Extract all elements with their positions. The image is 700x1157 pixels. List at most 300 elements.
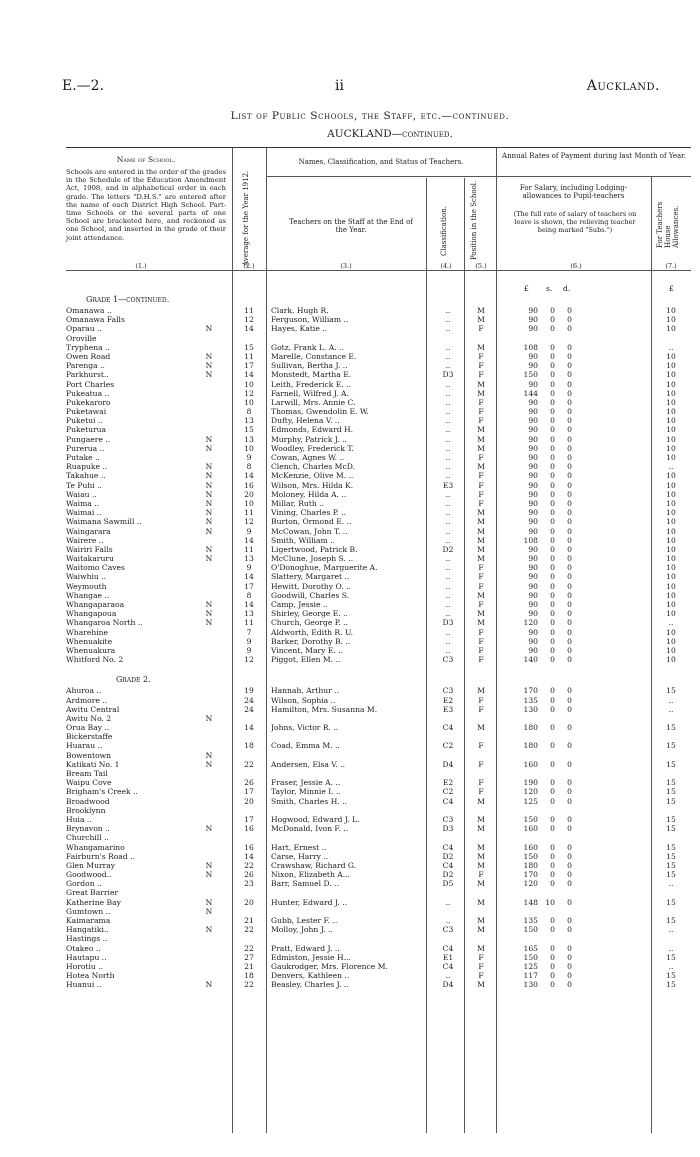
native-marker: N — [205, 489, 213, 499]
teacher-name: Woodley, Frederick T. — [271, 443, 354, 453]
classification: D3 — [442, 824, 454, 834]
salary: 120 0 0 — [523, 879, 572, 889]
school-name: Whangaparaoa — [66, 600, 125, 609]
teacher-name: Nixon, Elizabeth A... — [271, 870, 351, 880]
table-row — [66, 815, 691, 824]
house-allowance: 10 — [666, 306, 676, 315]
average-attendance: 12 — [244, 517, 254, 527]
teacher-name: Wilson, Mrs. Hilda K. — [271, 480, 354, 490]
school-name: Horotiu .. — [66, 961, 104, 971]
house-allowance: 10 — [666, 480, 676, 490]
position: M — [477, 796, 485, 806]
schools-table — [66, 147, 691, 1148]
classification: .. — [445, 916, 451, 925]
table-row — [66, 646, 691, 655]
school-name: Whangae .. — [66, 590, 110, 600]
school-name: Waitomo Caves — [66, 563, 125, 573]
salary: 90 0 0 — [528, 453, 572, 462]
salary: 90 0 0 — [528, 609, 572, 619]
native-marker: N — [205, 554, 213, 564]
teacher-name: Leith, Frederick E. .. — [271, 379, 352, 389]
average-attendance: 22 — [244, 860, 254, 870]
average-attendance: 12 — [244, 655, 254, 665]
average-attendance: 12 — [244, 388, 254, 398]
teacher-name: Gubb, Lester F. .. — [271, 916, 338, 925]
school-name: Awitu No. 2 — [66, 713, 112, 723]
salary: 150 0 0 — [523, 851, 572, 861]
house-allowance: 15 — [666, 778, 676, 788]
average-attendance: 22 — [244, 759, 254, 769]
classification: .. — [445, 498, 451, 508]
classification: C3 — [442, 655, 454, 665]
teacher-name: Johns, Victor R. .. — [271, 723, 339, 733]
school-name: Pungaere .. — [66, 434, 111, 444]
school-name: Parkhurst.. — [66, 370, 109, 380]
table-row — [66, 806, 691, 815]
school-name: Parenga .. — [66, 361, 105, 371]
classification: D4 — [442, 759, 454, 769]
school-name: Waipu Cove — [66, 778, 112, 788]
teacher-name: Larwill, Mrs. Annie C. — [271, 397, 356, 407]
salary: 90 0 0 — [528, 627, 572, 637]
teacher-name: Aldworth, Edith R. U. — [271, 627, 354, 637]
native-marker: N — [205, 618, 213, 628]
teacher-name: Church, George P. .. — [271, 618, 348, 628]
salary: 90 0 0 — [528, 434, 572, 444]
house-allowance: 10 — [666, 581, 676, 591]
school-name: Otakeo .. — [66, 943, 101, 953]
table-row — [66, 490, 691, 499]
table-row — [66, 591, 691, 600]
average-attendance: 22 — [244, 943, 254, 953]
teacher-name: Hamilton, Mrs. Susanna M. — [271, 704, 378, 714]
teacher-name: Goodwill, Charles S. — [271, 590, 350, 600]
house-allowance: 10 — [666, 434, 676, 444]
position: F — [478, 645, 484, 655]
house-allowance: 10 — [666, 517, 676, 527]
salary — [516, 714, 606, 723]
table-row — [66, 315, 691, 324]
salary — [516, 806, 606, 815]
table-row — [66, 962, 691, 971]
table-row — [66, 907, 691, 916]
table-row — [66, 705, 691, 714]
table-row — [66, 852, 691, 861]
house-allowance: 15 — [666, 842, 676, 852]
teacher-name: McClune, Joseph S. .. — [271, 554, 354, 564]
classification: .. — [445, 342, 451, 352]
table-row — [66, 971, 691, 980]
native-marker: N — [205, 600, 213, 609]
position: M — [477, 517, 485, 527]
classification: C3 — [442, 925, 454, 935]
grade-1-heading: Grade 1—continued. — [86, 295, 170, 304]
salary: 90 0 0 — [528, 480, 572, 490]
salary: 117 0 0 — [523, 971, 572, 981]
house-allowance: 10 — [666, 407, 676, 417]
native-marker: N — [205, 897, 213, 907]
grade-1-rows — [66, 306, 691, 664]
average-attendance: 11 — [244, 306, 254, 315]
school-name: Wairiri Falls — [66, 544, 113, 554]
position: F — [478, 480, 484, 490]
house-allowance: 10 — [666, 489, 676, 499]
classification: D5 — [442, 879, 454, 889]
table-row — [66, 888, 691, 897]
position: F — [478, 741, 484, 751]
salary: 160 0 0 — [523, 824, 572, 834]
house-allowance: 15 — [666, 796, 676, 806]
average-attendance: 14 — [244, 572, 254, 582]
table-row — [66, 361, 691, 370]
native-marker: N — [205, 517, 213, 527]
classification: C4 — [442, 961, 454, 971]
house-allowance: 10 — [666, 388, 676, 398]
salary: 125 0 0 — [523, 961, 572, 971]
classification: D2 — [442, 870, 454, 880]
teacher-name: Sullivan, Bertha J. .. — [271, 361, 348, 371]
average-attendance: 10 — [244, 397, 254, 407]
house-allowance: 10 — [666, 443, 676, 453]
table-row — [66, 370, 691, 379]
house-allowance: 15 — [666, 723, 676, 733]
school-name: Huanui .. — [66, 980, 102, 990]
average-attendance: 16 — [244, 480, 254, 490]
classification: .. — [445, 600, 451, 609]
teacher-name: Moloney, Hilda A. .. — [271, 489, 347, 499]
teacher-name: Hunter, Edward J. .. — [271, 897, 348, 907]
house-allowance: 10 — [666, 498, 676, 508]
teacher-name: Molloy, John J. .. — [271, 925, 333, 935]
salary — [516, 907, 606, 916]
salary: 90 0 0 — [528, 517, 572, 527]
native-marker: N — [205, 980, 213, 990]
school-name: Purerua .. — [66, 443, 105, 453]
position: F — [478, 636, 484, 646]
native-marker: N — [205, 434, 213, 444]
salary: 90 0 0 — [528, 572, 572, 582]
school-name: Gordon .. — [66, 879, 102, 889]
house-allowance: 15 — [666, 824, 676, 834]
native-marker: N — [205, 750, 213, 760]
classification: .. — [445, 581, 451, 591]
classification: E2 — [442, 778, 454, 788]
salary: 135 0 0 — [523, 695, 572, 705]
teacher-name: Thomas, Gwendolin E. W. — [271, 407, 369, 417]
table-row — [66, 787, 691, 796]
salary — [516, 732, 606, 741]
house-allowance: 10 — [666, 535, 676, 545]
school-name: Orua Bay .. — [66, 723, 110, 733]
position: F — [478, 787, 484, 797]
table-row — [66, 686, 691, 695]
classification: .. — [445, 609, 451, 619]
table-row — [66, 444, 691, 453]
teacher-name: Hart, Ernest .. — [271, 842, 327, 852]
school-name: Puketui .. — [66, 416, 103, 426]
native-marker: N — [205, 609, 213, 619]
school-name: Fairburn's Road .. — [66, 851, 135, 861]
position: M — [477, 379, 485, 389]
native-marker: N — [205, 860, 213, 870]
teacher-name: Denvers, Kathleen .. — [271, 971, 350, 981]
teacher-name: Taylor, Minnie I. .. — [271, 787, 341, 797]
classification: D3 — [442, 618, 454, 628]
house-allowance: .. — [668, 618, 674, 628]
position: F — [478, 704, 484, 714]
average-attendance: 22 — [244, 925, 254, 935]
average-attendance: 20 — [244, 796, 254, 806]
house-allowance: 15 — [666, 860, 676, 870]
school-name: Whangamarino — [66, 842, 125, 852]
house-allowance: 10 — [666, 636, 676, 646]
classification: .. — [445, 971, 451, 981]
school-name: Oparau .. — [66, 324, 102, 334]
position: M — [477, 925, 485, 935]
average-attendance: 17 — [244, 787, 254, 797]
average-attendance: 16 — [244, 842, 254, 852]
table-row — [66, 953, 691, 962]
average-attendance: 14 — [244, 471, 254, 481]
classification: C4 — [442, 943, 454, 953]
teacher-name: Hogwood, Edward J. L. — [271, 814, 360, 824]
position: M — [477, 554, 485, 564]
average-attendance: 11 — [244, 544, 254, 554]
classification: D3 — [442, 370, 454, 380]
average-attendance: 10 — [244, 443, 254, 453]
classification: .. — [445, 379, 451, 389]
table-row — [66, 425, 691, 434]
school-name: Bickerstaffe — [66, 732, 113, 742]
position: M — [477, 618, 485, 628]
table-row — [66, 732, 691, 741]
average-attendance: 17 — [244, 814, 254, 824]
teacher-name: Clark, Hugh R. — [271, 306, 329, 315]
table-row — [66, 324, 691, 333]
school-name: Waitakaruru — [66, 554, 114, 564]
native-marker: N — [205, 526, 213, 536]
position: M — [477, 535, 485, 545]
classification: D4 — [442, 980, 454, 990]
teacher-name: Farnell, Wilfred J. A. — [271, 388, 349, 398]
house-allowance: 10 — [666, 645, 676, 655]
school-name: Waiau .. — [66, 489, 97, 499]
position: M — [477, 851, 485, 861]
position: M — [477, 824, 485, 834]
average-attendance: 10 — [244, 498, 254, 508]
position: F — [478, 407, 484, 417]
house-allowance: 10 — [666, 655, 676, 665]
average-attendance: 20 — [244, 489, 254, 499]
salary-note: (The full rate of salary of teachers on leave is shown, the relieving teacher being marked "Subs.") — [513, 210, 637, 235]
teacher-name: Hayes, Katie .. — [271, 324, 328, 334]
table-row — [66, 508, 691, 517]
salary: 130 0 0 — [523, 704, 572, 714]
school-name: Waima .. — [66, 498, 100, 508]
payment-header: Annual Rates of Payment during last Month of Year. — [502, 152, 686, 160]
classification: C4 — [442, 723, 454, 733]
house-header: For Teachers House Allowances. — [656, 201, 680, 248]
position: M — [477, 842, 485, 852]
average-attendance: 18 — [244, 971, 254, 981]
school-name: Wharehine — [66, 627, 109, 637]
table-row — [66, 609, 691, 618]
salary: 125 0 0 — [523, 796, 572, 806]
table-row — [66, 343, 691, 352]
position: M — [477, 544, 485, 554]
native-marker: N — [205, 471, 213, 481]
average-attendance: 13 — [244, 554, 254, 564]
school-name: Bream Tail — [66, 769, 108, 778]
table-row — [66, 833, 691, 842]
position: M — [477, 879, 485, 889]
table-row — [66, 723, 691, 732]
school-name: Hotea North — [66, 971, 115, 981]
position: M — [477, 526, 485, 536]
salary: 170 0 0 — [523, 686, 572, 696]
native-marker: N — [205, 713, 213, 723]
teacher-name: Clench, Charles McD. — [271, 462, 355, 472]
school-name: Weymouth — [66, 581, 107, 591]
table-row — [66, 572, 691, 581]
house-allowance: .. — [668, 925, 674, 935]
salary: 90 0 0 — [528, 600, 572, 609]
house-allowance: 10 — [666, 508, 676, 518]
salary: 150 0 0 — [523, 814, 572, 824]
average-attendance: 14 — [244, 324, 254, 334]
house-allowance: 10 — [666, 397, 676, 407]
table-row — [66, 389, 691, 398]
school-name: Ahuroa .. — [66, 686, 102, 696]
salary — [516, 334, 606, 343]
native-marker: N — [205, 498, 213, 508]
school-name: Port Charles — [66, 379, 115, 389]
teacher-name: Piggot, Ellen M. .. — [271, 655, 341, 665]
table-row — [66, 879, 691, 888]
salary: 90 0 0 — [528, 498, 572, 508]
table-row — [66, 655, 691, 664]
school-name: Whangaroa North .. — [66, 618, 143, 628]
house-allowance: 15 — [666, 814, 676, 824]
classification: .. — [445, 453, 451, 462]
salary: 120 0 0 — [523, 787, 572, 797]
teacher-name: Smith, William .. — [271, 535, 335, 545]
position: M — [477, 686, 485, 696]
salary: 90 0 0 — [528, 489, 572, 499]
classification: .. — [445, 443, 451, 453]
salary: 90 0 0 — [528, 645, 572, 655]
average-attendance: 8 — [246, 462, 252, 472]
salary: 90 0 0 — [528, 471, 572, 481]
teacher-name: McDonald, Ivon F. .. — [271, 824, 349, 834]
teacher-name: Burton, Ormond E. .. — [271, 517, 352, 527]
position: F — [478, 324, 484, 334]
position: M — [477, 897, 485, 907]
table-row — [66, 545, 691, 554]
school-name: Glen Murray — [66, 860, 116, 870]
house-allowance: 15 — [666, 759, 676, 769]
classification: .. — [445, 434, 451, 444]
house-allowance: 15 — [666, 897, 676, 907]
school-name: Whenuakura — [66, 645, 116, 655]
school-name: Waimana Sawmill .. — [66, 517, 142, 527]
classification-header: Classification. — [440, 206, 448, 256]
school-name: Hangatiki.. — [66, 925, 109, 935]
native-marker: N — [205, 324, 213, 334]
house-allowance: 10 — [666, 471, 676, 481]
teacher-name: Vincent, Mary E. .. — [271, 645, 344, 655]
school-name: Brigham's Creek .. — [66, 787, 138, 797]
currency-row: £ s. d. £ — [524, 284, 674, 293]
col-num-5: (5.) — [475, 262, 487, 270]
teachers-header: Names, Classification, and Status of Teachers. — [298, 158, 464, 166]
native-marker: N — [205, 925, 213, 935]
position: F — [478, 397, 484, 407]
teacher-name: Crawshaw, Richard G. — [271, 860, 357, 870]
classification: C2 — [442, 787, 454, 797]
house-allowance: 10 — [666, 324, 676, 334]
position: F — [478, 655, 484, 665]
house-allowance: 10 — [666, 563, 676, 573]
school-name: Ardmore .. — [66, 695, 108, 705]
position: M — [477, 388, 485, 398]
salary: 165 0 0 — [523, 943, 572, 953]
position: F — [478, 351, 484, 361]
position: M — [477, 425, 485, 435]
position: M — [477, 306, 485, 315]
salary: 180 0 0 — [523, 741, 572, 751]
teacher-name: Hannah, Arthur .. — [271, 686, 339, 696]
teacher-name: Vining, Charles P. .. — [271, 508, 346, 518]
position: F — [478, 778, 484, 788]
average-attendance: 17 — [244, 581, 254, 591]
table-row — [66, 870, 691, 879]
position: F — [478, 870, 484, 880]
average-attendance: 13 — [244, 416, 254, 426]
house-allowance: .. — [668, 695, 674, 705]
native-marker: N — [205, 508, 213, 518]
salary: 150 0 0 — [523, 925, 572, 935]
teacher-name: Murphy, Patrick J. .. — [271, 434, 347, 444]
position: F — [478, 563, 484, 573]
salary: 90 0 0 — [528, 425, 572, 435]
average-attendance: 13 — [244, 609, 254, 619]
table-row — [66, 352, 691, 361]
house-allowance: .. — [668, 943, 674, 953]
native-marker: N — [205, 370, 213, 380]
salary — [516, 934, 606, 943]
average-attendance: 14 — [244, 723, 254, 733]
teacher-name: Fraser, Jessie A. .. — [271, 778, 341, 788]
teacher-name: Ferguson, William .. — [271, 315, 349, 325]
average-attendance: 14 — [244, 535, 254, 545]
classification: .. — [445, 636, 451, 646]
classification: E3 — [442, 704, 454, 714]
school-name: Katikati No. 1 — [66, 759, 120, 769]
school-name: Puketawai — [66, 407, 107, 417]
school-name: Whitford No. 2 — [66, 655, 124, 665]
salary: 160 0 0 — [523, 842, 572, 852]
position: F — [478, 489, 484, 499]
salary: 90 0 0 — [528, 351, 572, 361]
classification: .. — [445, 397, 451, 407]
position: M — [477, 943, 485, 953]
salary: 150 0 0 — [523, 370, 572, 380]
house-allowance: .. — [668, 879, 674, 889]
average-attendance: 9 — [246, 453, 252, 462]
salary: 140 0 0 — [523, 655, 572, 665]
school-name: Awitu Central — [66, 704, 120, 714]
